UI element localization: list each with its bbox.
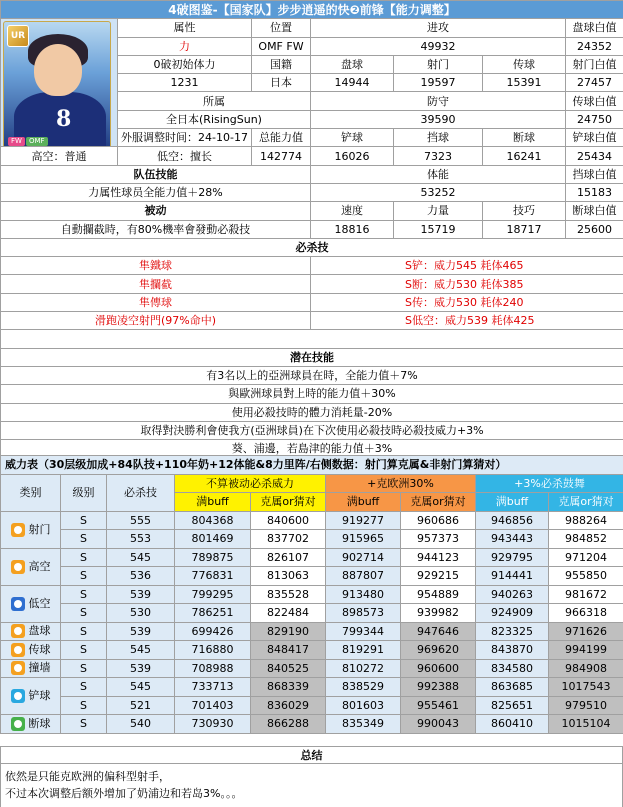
label: 挡球 [394,129,483,147]
power-value-cell: 981672 [549,585,623,604]
category-cell [1,678,61,715]
level-cell: S [61,585,107,604]
value: 25600 [566,220,623,238]
power-value-cell: 801469 [175,530,251,549]
player-card-image [3,21,111,147]
spacer-row [1,330,623,348]
skill-stats: S铲：威力545 耗体465 [311,257,623,275]
power-value-cell: 826107 [251,548,326,567]
value: 18717 [483,220,566,238]
power-value-cell: 848417 [251,641,326,660]
power-row [1,567,623,586]
skill-power-cell: 545 [107,678,175,697]
power-value-cell: 868339 [251,678,326,697]
power-value-cell: 799344 [326,622,401,641]
power-value-cell: 823325 [476,622,549,641]
power-value-cell: 810272 [326,659,401,678]
value: 16241 [483,147,566,165]
power-row [1,604,623,623]
skill-power-cell: 521 [107,696,175,715]
col-group-header: 不算被动必杀威力 [175,474,326,493]
skill-power-cell: 553 [107,530,175,549]
power-value-cell: 699426 [175,622,251,641]
col-header: 克属or猜对 [251,493,326,512]
level-cell: S [61,604,107,623]
power-value-cell: 838529 [326,678,401,697]
power-value-cell: 834580 [476,659,549,678]
label: 射门白值 [566,55,623,73]
power-value-cell: 955461 [401,696,476,715]
category-label: 铲球 [28,689,51,702]
power-value-cell: 984852 [549,530,623,549]
value: 142774 [252,147,311,165]
label: 体能 [311,165,566,183]
col-group-header: +3%必杀鼓舞 [476,474,623,493]
value: 15183 [566,183,623,201]
power-value-cell: 994199 [549,641,623,660]
skill-name: 隼鐵球 [1,257,311,275]
传球-icon [11,643,25,657]
category-cell [1,548,61,585]
player-card [1,19,118,147]
level-cell: S [61,641,107,660]
power-value-cell: 835528 [251,585,326,604]
power-row [1,530,623,549]
latent-skill: 與歐洲球員對上時的能力值＋30% [1,385,623,403]
power-value-cell: 969620 [401,641,476,660]
power-row [1,622,623,641]
label: 所属 [118,92,311,110]
撞墙-icon [11,661,25,675]
power-row [1,715,623,734]
power-value-cell: 939982 [401,604,476,623]
power-value-cell: 971626 [549,622,623,641]
col-group-header: +克欧洲30% [326,474,476,493]
label: 高空：普通 [1,147,118,165]
category-label: 射门 [28,522,51,536]
skill-power-cell: 539 [107,659,175,678]
value: 27457 [566,74,623,92]
value: 14944 [311,74,394,92]
power-value-cell: 733713 [175,678,251,697]
value: 全日本(RisingSun) [118,110,311,128]
label: 速度 [311,202,394,220]
skill-name: 滑跑凌空射門(97%命中) [1,312,311,330]
label: 0破初始体力 [118,55,252,73]
col-header: 克属or猜对 [401,493,476,512]
special-skills-title: 必杀技 [1,238,623,256]
power-value-cell: 786251 [175,604,251,623]
label: 力量 [394,202,483,220]
power-value-cell: 947646 [401,622,476,641]
power-value-cell: 825651 [476,696,549,715]
value: 15391 [483,74,566,92]
power-value-cell: 914441 [476,567,549,586]
skill-power-cell: 530 [107,604,175,623]
skill-power-cell: 539 [107,585,175,604]
power-value-cell: 835349 [326,715,401,734]
power-value-cell: 955850 [549,567,623,586]
label: 进攻 [311,19,566,37]
category-label: 低空 [28,596,51,610]
power-value-cell: 716880 [175,641,251,660]
col-header: 满buff [175,493,251,512]
label: 传球 [483,55,566,73]
summary-body [0,764,623,807]
label: 属性 [118,19,252,37]
label: 低空：擅长 [118,147,252,165]
高空-icon [11,560,25,574]
power-value-cell: 840525 [251,659,326,678]
category-cell [1,659,61,678]
power-value-cell: 954889 [401,585,476,604]
page-title: 4破图鉴-【国家队】步步逍遥的快❷前锋【能力调整】 [1,1,623,19]
position-tag: FW [8,137,25,146]
power-value-cell: 902714 [326,548,401,567]
category-label: 盘球 [28,624,51,638]
power-value-cell: 866288 [251,715,326,734]
label: 国籍 [252,55,311,73]
power-value-cell: 887807 [326,567,401,586]
team-skill-text: 力属性球员全能力值＋28% [1,183,311,201]
level-cell: S [61,678,107,697]
summary-line: 不过本次调整后额外增加了奶浦边和若岛3%。。。 [5,787,243,800]
skill-power-cell: 536 [107,567,175,586]
断球-icon [11,717,25,731]
power-value-cell: 960600 [401,659,476,678]
value: 日本 [252,74,311,92]
power-row [1,641,623,660]
level-cell: S [61,696,107,715]
value: 25434 [566,147,623,165]
盘球-icon [11,624,25,638]
level-cell: S [61,530,107,549]
power-row [1,585,623,604]
skill-power-cell: 539 [107,622,175,641]
value: 53252 [311,183,566,201]
label: 铲球 [311,129,394,147]
label: 传球白值 [566,92,623,110]
power-row [1,678,623,697]
power-value-cell: 863685 [476,678,549,697]
label: 挡球白值 [566,165,623,183]
label: 位置 [252,19,311,37]
power-value-cell: 1017543 [549,678,623,697]
label: 断球 [483,129,566,147]
power-row [1,696,623,715]
col-header: 克属or猜对 [549,493,623,512]
射门-icon [11,523,25,537]
category-label: 高空 [28,559,51,573]
latent-skill: 使用必殺技時的體力消耗量-20% [1,403,623,421]
power-table [0,455,623,734]
power-value-cell: 979510 [549,696,623,715]
skill-name: 隼傳球 [1,293,311,311]
power-value-cell: 957373 [401,530,476,549]
col-header: 类别 [1,474,61,511]
label: 技巧 [483,202,566,220]
col-header: 必杀技 [107,474,175,511]
power-value-cell: 829190 [251,622,326,641]
category-label: 传球 [28,642,51,656]
skill-power-cell: 545 [107,641,175,660]
section-label: 被动 [1,202,311,220]
latent-skill: 有3名以上的亞洲球員在時，全能力值＋7% [1,366,623,384]
power-value-cell: 843870 [476,641,549,660]
skill-stats: S断：威力530 耗体385 [311,275,623,293]
power-value-cell: 924909 [476,604,549,623]
power-value-cell: 946856 [476,511,549,530]
power-value-cell: 990043 [401,715,476,734]
power-value-cell: 943443 [476,530,549,549]
skill-name: 隼攔截 [1,275,311,293]
power-value-cell: 813063 [251,567,326,586]
power-value-cell: 801603 [326,696,401,715]
label: 铲球白值 [566,129,623,147]
summary-line: 依然是只能克欧洲的偏科型射手， [5,770,170,783]
category-cell [1,511,61,548]
category-label: 断球 [28,716,51,730]
position-tag: OMF [26,137,48,146]
level-cell: S [61,659,107,678]
label: 断球白值 [566,202,623,220]
label: 射门 [394,55,483,73]
col-header: 级别 [61,474,107,511]
col-header: 满buff [476,493,549,512]
level-cell: S [61,622,107,641]
category-cell [1,622,61,641]
power-value-cell: 992388 [401,678,476,697]
summary-section [0,746,623,807]
power-value-cell: 730930 [175,715,251,734]
latent-skill: 葵、浦邊，若島津的能力值＋3% [1,440,623,458]
power-value-cell: 860410 [476,715,549,734]
passive-text: 自動攔截時，有80%機率會發動必殺技 [1,220,311,238]
power-value-cell: 898573 [326,604,401,623]
value: 15719 [394,220,483,238]
power-value-cell: 944123 [401,548,476,567]
power-value-cell: 940263 [476,585,549,604]
level-cell: S [61,567,107,586]
label: 防守 [311,92,566,110]
power-row [1,511,623,530]
level-cell: S [61,715,107,734]
value: 16026 [311,147,394,165]
power-row [1,548,623,567]
power-value-cell: 1015104 [549,715,623,734]
power-row [1,659,623,678]
skill-power-cell: 545 [107,548,175,567]
power-table-title: 威力表（30层级加成+84队技+110年奶+12体能&8力里阵/右侧数据：射门算克属&非射门算猜对） [1,456,623,475]
power-value-cell: 804368 [175,511,251,530]
power-value-cell: 960686 [401,511,476,530]
power-value-cell: 701403 [175,696,251,715]
value: 49932 [311,37,566,55]
value: 39590 [311,110,566,128]
power-value-cell: 915965 [326,530,401,549]
power-value-cell: 799295 [175,585,251,604]
category-cell [1,715,61,734]
section-label: 队伍技能 [1,165,311,183]
低空-icon [11,597,25,611]
skill-stats: S低空：威力539 耗体425 [311,312,623,330]
power-value-cell: 971204 [549,548,623,567]
power-value-cell: 836029 [251,696,326,715]
power-value-cell: 776831 [175,567,251,586]
power-value-cell: 840600 [251,511,326,530]
latent-skills-title: 潜在技能 [1,348,623,366]
power-value-cell: 819291 [326,641,401,660]
latent-skill: 取得對決勝利會使我方(亞洲球員)在下次使用必殺技時必殺技威力+3% [1,421,623,439]
attribute-value: 力 [118,37,252,55]
value: 18816 [311,220,394,238]
power-value-cell: 913480 [326,585,401,604]
power-value-cell: 984908 [549,659,623,678]
jersey-number: 8 [56,106,72,133]
label: 外服调整时间：24-10-17 [118,129,252,147]
value: 7323 [394,147,483,165]
col-header: 满buff [326,493,401,512]
power-value-cell: 822484 [251,604,326,623]
value: 24750 [566,110,623,128]
power-value-cell: 837702 [251,530,326,549]
summary-title: 总结 [0,746,623,764]
value: 19597 [394,74,483,92]
label: 盘球白值 [566,19,623,37]
value: 24352 [566,37,623,55]
rarity-badge: UR [7,25,29,47]
power-table-body [1,511,623,733]
label: 盘球 [311,55,394,73]
category-cell [1,585,61,622]
skill-power-cell: 555 [107,511,175,530]
power-value-cell: 988264 [549,511,623,530]
铲球-icon [11,689,25,703]
skill-power-cell: 540 [107,715,175,734]
power-value-cell: 708988 [175,659,251,678]
power-value-cell: 929795 [476,548,549,567]
power-value-cell: 929215 [401,567,476,586]
level-cell: S [61,548,107,567]
category-cell [1,641,61,660]
skill-stats: S传：威力530 耗体240 [311,293,623,311]
label: 总能力值 [252,129,311,147]
power-value-cell: 919277 [326,511,401,530]
category-label: 撞墙 [28,661,51,675]
value: OMF FW [252,37,311,55]
power-value-cell: 966318 [549,604,623,623]
power-value-cell: 789875 [175,548,251,567]
level-cell: S [61,511,107,530]
value: 1231 [118,74,252,92]
